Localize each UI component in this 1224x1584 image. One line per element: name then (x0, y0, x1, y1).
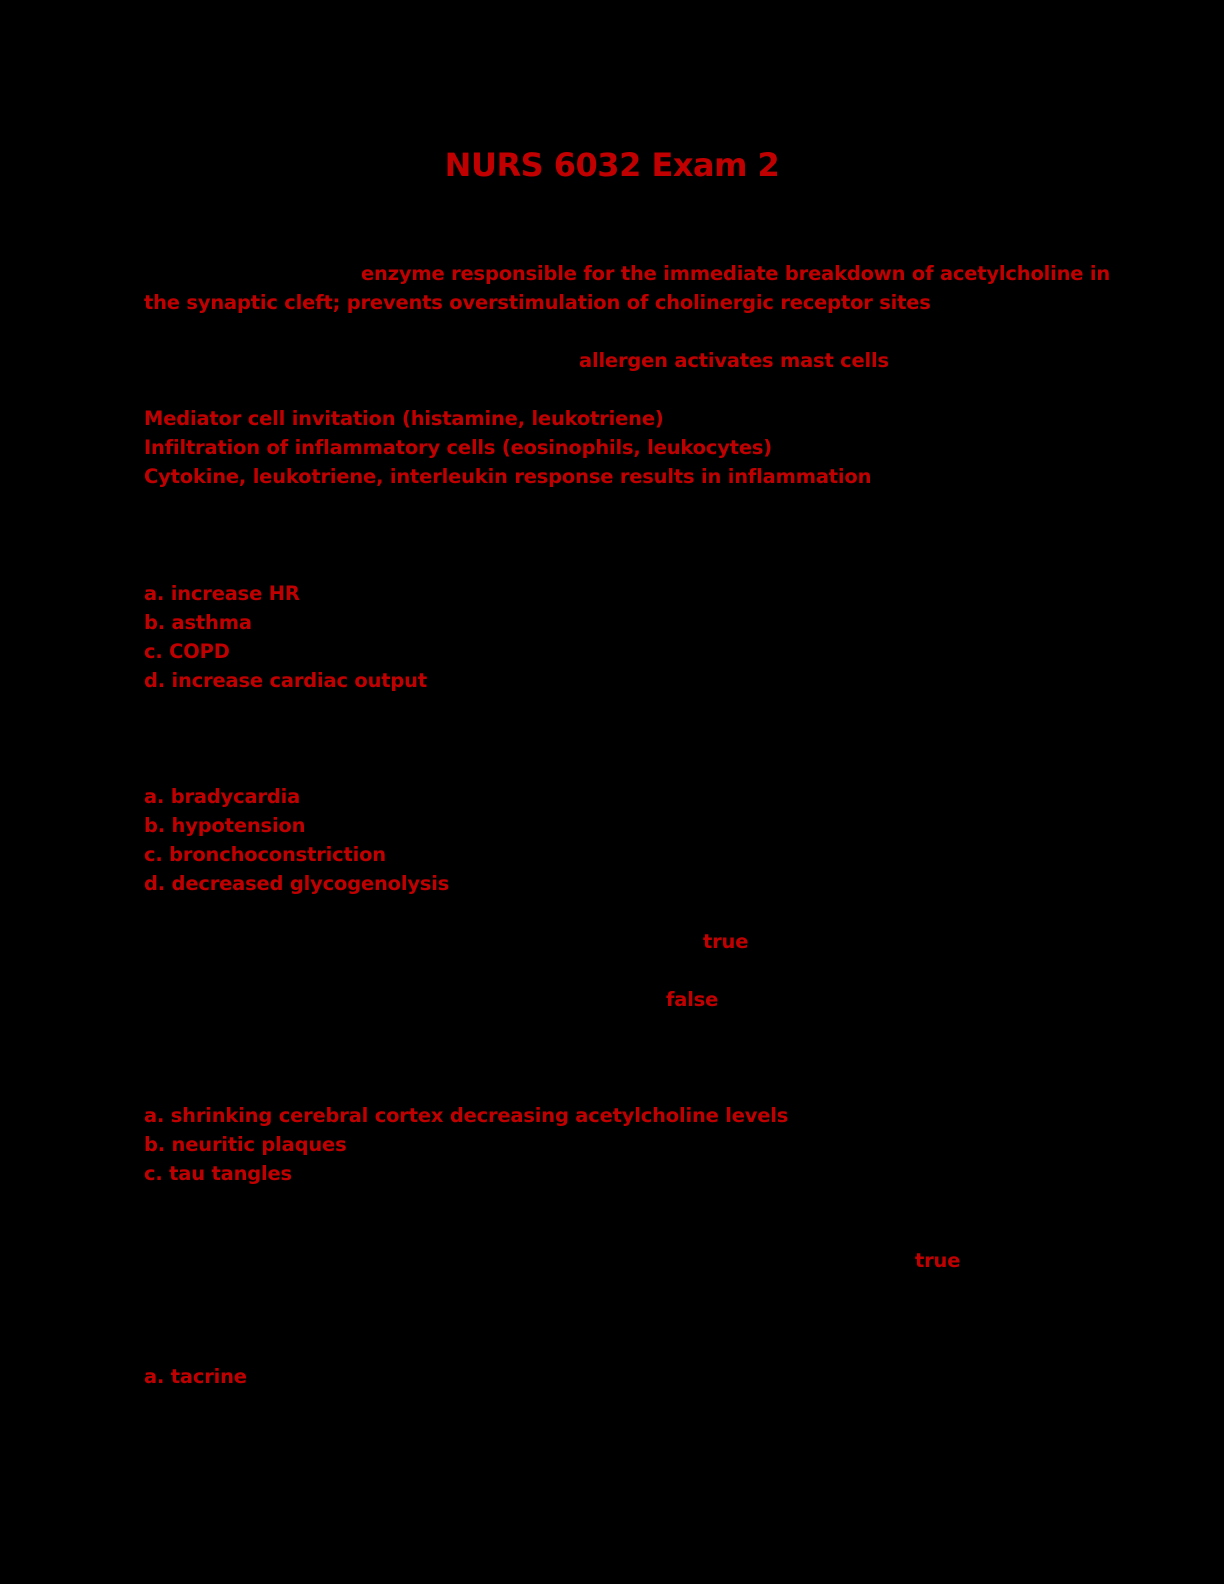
option-a-2: b. asthma (144, 611, 252, 634)
answer-acetylcholinesterase-line1: enzyme responsible for the immediate breakdown of acetylcholine in (361, 262, 1111, 285)
page-title: NURS 6032 Exam 2 (444, 146, 780, 184)
option-a-1: a. increase HR (144, 582, 300, 605)
option-b-1: a. bradycardia (144, 785, 301, 808)
option-c-3: c. tau tangles (144, 1162, 292, 1185)
answer-acetylcholinesterase-line2: the synaptic cleft; prevents overstimulation of cholinergic receptor sites (144, 291, 931, 314)
option-a-4: d. increase cardiac output (144, 669, 427, 692)
answer-false-1: false (666, 988, 719, 1011)
option-b-3: c. bronchoconstriction (144, 843, 386, 866)
option-c-2: b. neuritic plaques (144, 1133, 347, 1156)
option-b-2: b. hypotension (144, 814, 306, 837)
answer-late-phase-1: Mediator cell invitation (histamine, leukotriene) (144, 407, 664, 430)
answer-late-phase-2: Infiltration of inflammatory cells (eosinophils, leukocytes) (144, 436, 772, 459)
answer-early-phase: allergen activates mast cells (579, 349, 889, 372)
option-d-1: a. tacrine (144, 1365, 247, 1388)
answer-late-phase-3: Cytokine, leukotriene, interleukin response results in inflammation (144, 465, 872, 488)
option-a-3: c. COPD (144, 640, 230, 663)
answer-true-2: true (915, 1249, 961, 1272)
option-c-1: a. shrinking cerebral cortex decreasing acetylcholine levels (144, 1104, 789, 1127)
option-b-4: d. decreased glycogenolysis (144, 872, 450, 895)
answer-true-1: true (703, 930, 749, 953)
